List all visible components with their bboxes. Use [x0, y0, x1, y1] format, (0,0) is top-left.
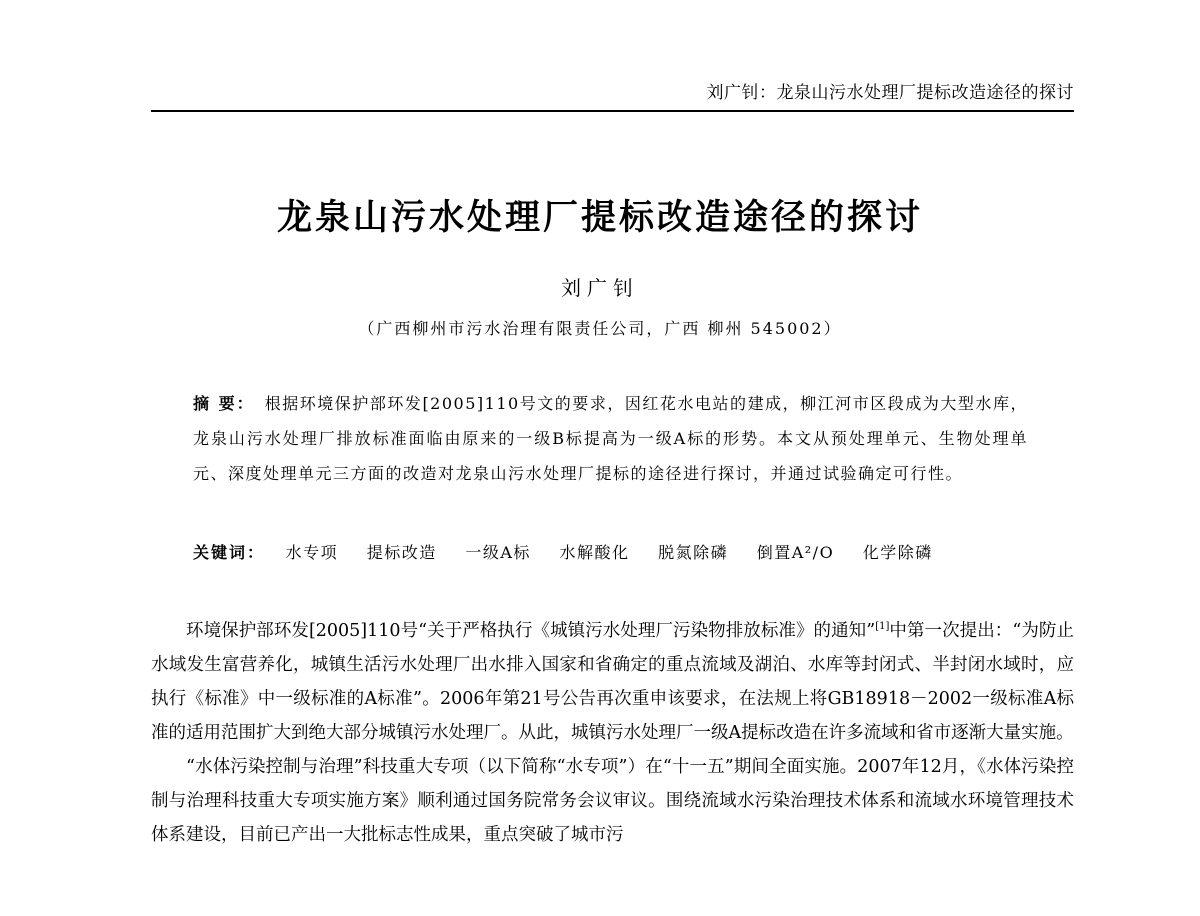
keyword: 水解酸化: [559, 543, 630, 562]
abstract-label: 摘 要：: [193, 394, 255, 413]
keyword: 一级A标: [465, 543, 531, 562]
header-rule: [151, 110, 1074, 112]
body-paragraph-1: [151, 614, 1074, 750]
citation-ref: [1]: [875, 621, 890, 633]
author-affiliation: （广西柳州市污水治理有限责任公司，广西 柳州 545002）: [358, 319, 842, 338]
article-author: 刘广钊: [561, 276, 639, 300]
body-paragraph-2: “水体污染控制与治理”科技重大专项（以下简称“水专项”）在“十一五”期间全面实施。2007年12月，《水体污染控制与治理科技重大专项实施方案》顺利通过国务院常务会议审议。围绕流域水污染治理技术体系和流域水环境管理技术体系建设，目前已产出一大批标志性成果，重点突破了城市污: [151, 757, 1074, 845]
keywords: [193, 540, 1053, 563]
abstract: [193, 386, 1028, 491]
paragraph-1-text-cont: 中第一次提出：“为防止水域发生富营养化，城镇生活污水处理厂出水排入国家和省确定的重点流域及湖泊、水库等封闭式、半封闭水域时，应执行《标准》中一级标准的A标准”。2006年第21号公告再次重申该要求，在法规上将GB18918－2002一级标准A标准的适用范围扩大到绝大部分城镇污水处理厂。从此，城镇污水处理厂一级A提标改造在许多流域和省市逐渐大量实施。: [151, 621, 1074, 743]
abstract-text: 根据环境保护部环发[2005]110号文的要求，因红花水电站的建成，柳江河市区段成为大型水库，龙泉山污水处理厂排放标准面临由原来的一级B标提高为一级A标的形势。本文从预处理单元、生物处理单元、深度处理单元三方面的改造对龙泉山污水处理厂提标的途径进行探讨，并通过试验确定可行性。: [193, 394, 1028, 483]
body-text: [151, 614, 1074, 852]
keyword: 化学除磷: [862, 543, 933, 562]
keyword: 脱氮除磷: [658, 543, 729, 562]
article-title: 龙泉山污水处理厂提标改造途径的探讨: [276, 198, 923, 238]
running-header: 刘广钊：龙泉山污水处理厂提标改造途径的探讨: [706, 83, 1074, 103]
keyword: 提标改造: [366, 543, 437, 562]
keyword: 倒置A²/O: [756, 543, 835, 562]
paragraph-1-text: 环境保护部环发[2005]110号“关于严格执行《城镇污水处理厂污染物排放标准》的通知”: [186, 621, 876, 641]
keywords-label: 关键词：: [193, 543, 266, 562]
keyword: 水专项: [285, 543, 339, 562]
